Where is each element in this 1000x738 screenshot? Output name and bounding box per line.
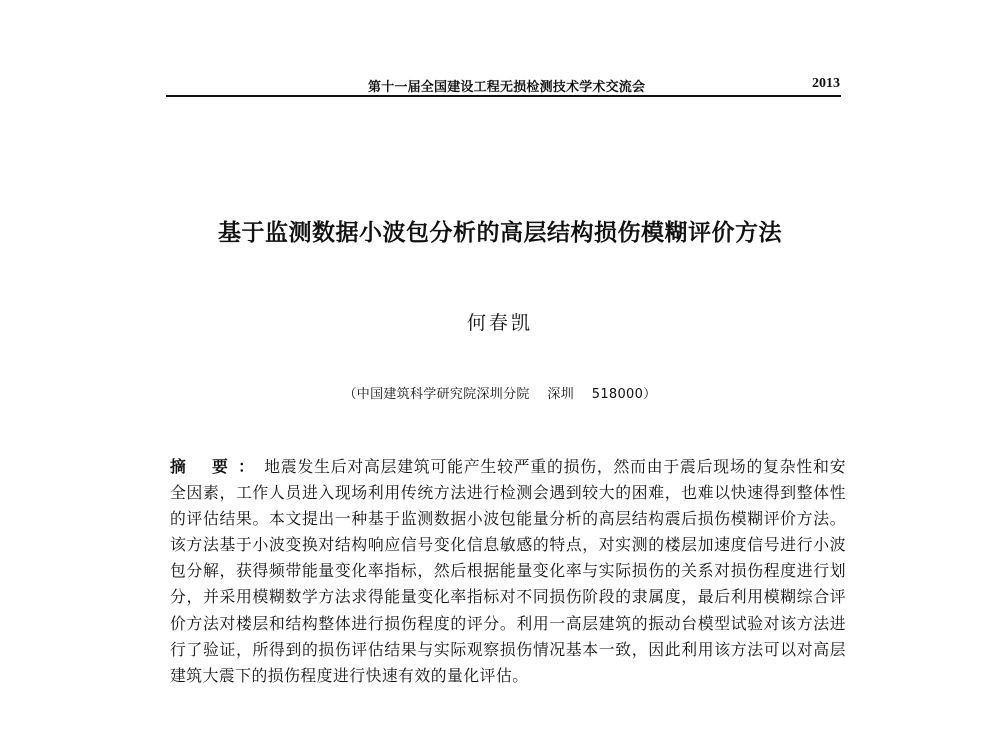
paper-title: 基于监测数据小波包分析的高层结构损伤模糊评价方法	[218, 220, 782, 246]
author-affiliation: （中国建筑科学研究院深圳分院 深圳 518000）	[343, 387, 657, 402]
header-rule	[166, 95, 841, 97]
publication-year: 2013	[812, 76, 840, 91]
running-head	[166, 76, 840, 94]
abstract	[170, 454, 846, 689]
author-name: 何春凯	[466, 312, 533, 334]
conference-name: 第十一届全国建设工程无损检测技术学术交流会	[368, 80, 646, 95]
abstract-label: 摘 要：	[170, 457, 265, 476]
abstract-text: 地震发生后对高层建筑可能产生较严重的损伤，然而由于震后现场的复杂性和安全因素，工作人员进入现场利用传统方法进行检测会遇到较大的困难，也难以快速得到整体性的评估结果。本文提出一种基于监测数据小波包能量分析的高层结构震后损伤模糊评价方法。该方法基于小波变换对结构响应信号变化信息敏感的特点，对实测的楼层加速度信号进行小波包分解，获得频带能量变化率指标，然后根据能量变化率与实际损伤的关系对损伤程度进行划分，并采用模糊数学方法求得能量变化率指标对不同损伤阶段的隶属度，最后利用模糊综合评价方法对楼层和结构整体进行损伤程度的评分。利用一高层建筑的振动台模型试验对该方法进行了验证，所得到的损伤评估结果与实际观察损伤情况基本一致，因此利用该方法可以对高层建筑大震下的损伤程度进行快速有效的量化评估。	[170, 457, 846, 685]
